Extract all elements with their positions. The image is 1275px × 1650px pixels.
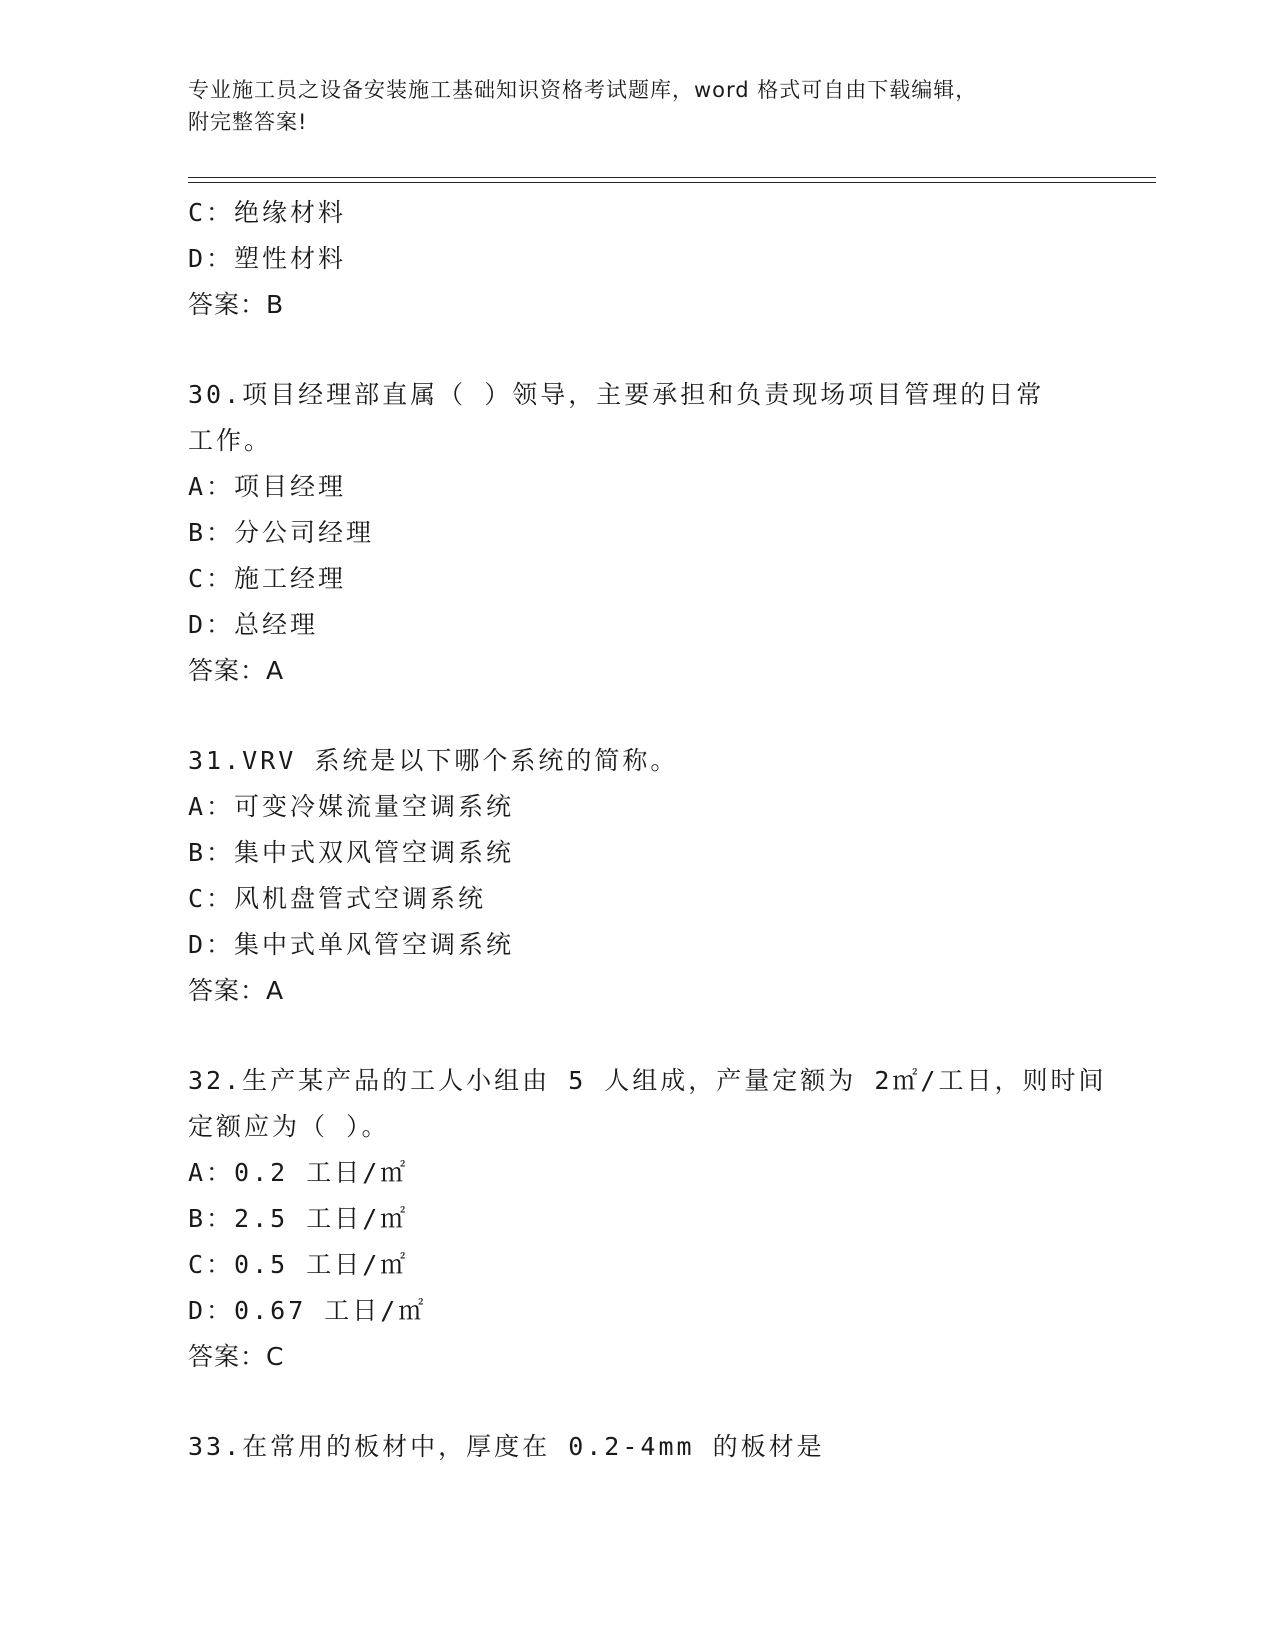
spacer [188,328,1088,372]
option-b: B：集中式双风管空调系统 [188,838,515,867]
question-stem-continued: 工作。 [188,426,273,455]
option-d: D：集中式单风管空调系统 [188,930,515,959]
header-line-2: 附完整答案! [188,110,308,134]
question-30 [188,372,1088,694]
question-stem-continued: 定额应为（ ）。 [188,1112,390,1141]
question-stem: 33.在常用的板材中，厚度在 0.2-4mm 的板材是 [188,1432,825,1461]
option-a: A：0.2 工日/㎡ [188,1158,409,1187]
option-d: D：总经理 [188,610,319,639]
answer: 答案：B [188,290,285,319]
header-line-1: 专业施工员之设备安装施工基础知识资格考试题库，word 格式可自由下载编辑， [188,78,978,102]
option-b: B：分公司经理 [188,518,375,547]
header-divider-top [188,177,1156,178]
answer: 答案：C [188,1342,285,1371]
question-33 [188,1424,1088,1470]
question-31 [188,738,1088,1014]
answer: 答案：A [188,976,285,1005]
question-list [188,190,1107,1470]
answer: 答案：A [188,656,285,685]
question-29 [188,190,1088,328]
spacer [188,1380,1088,1424]
option-a: A：项目经理 [188,472,347,501]
option-d: D：塑性材料 [188,244,347,273]
document-header [188,74,1088,138]
option-c: C：绝缘材料 [188,198,347,227]
question-stem: 32.生产某产品的工人小组由 5 人组成，产量定额为 2㎡/工日，则时间 [188,1066,1107,1095]
header-divider-bottom [188,182,1156,183]
option-d: D：0.67 工日/㎡ [188,1296,427,1325]
question-32 [188,1058,1107,1380]
option-c: C：施工经理 [188,564,347,593]
option-c: C：风机盘管式空调系统 [188,884,487,913]
option-a: A：可变冷媒流量空调系统 [188,792,515,821]
spacer [188,694,1088,738]
question-stem: 31.VRV 系统是以下哪个系统的简称。 [188,746,679,775]
spacer [188,1014,1088,1058]
option-c: C：0.5 工日/㎡ [188,1250,409,1279]
option-b: B：2.5 工日/㎡ [188,1204,409,1233]
question-stem: 30.项目经理部直属（ ）领导，主要承担和负责现场项目管理的日常 [188,380,1045,409]
